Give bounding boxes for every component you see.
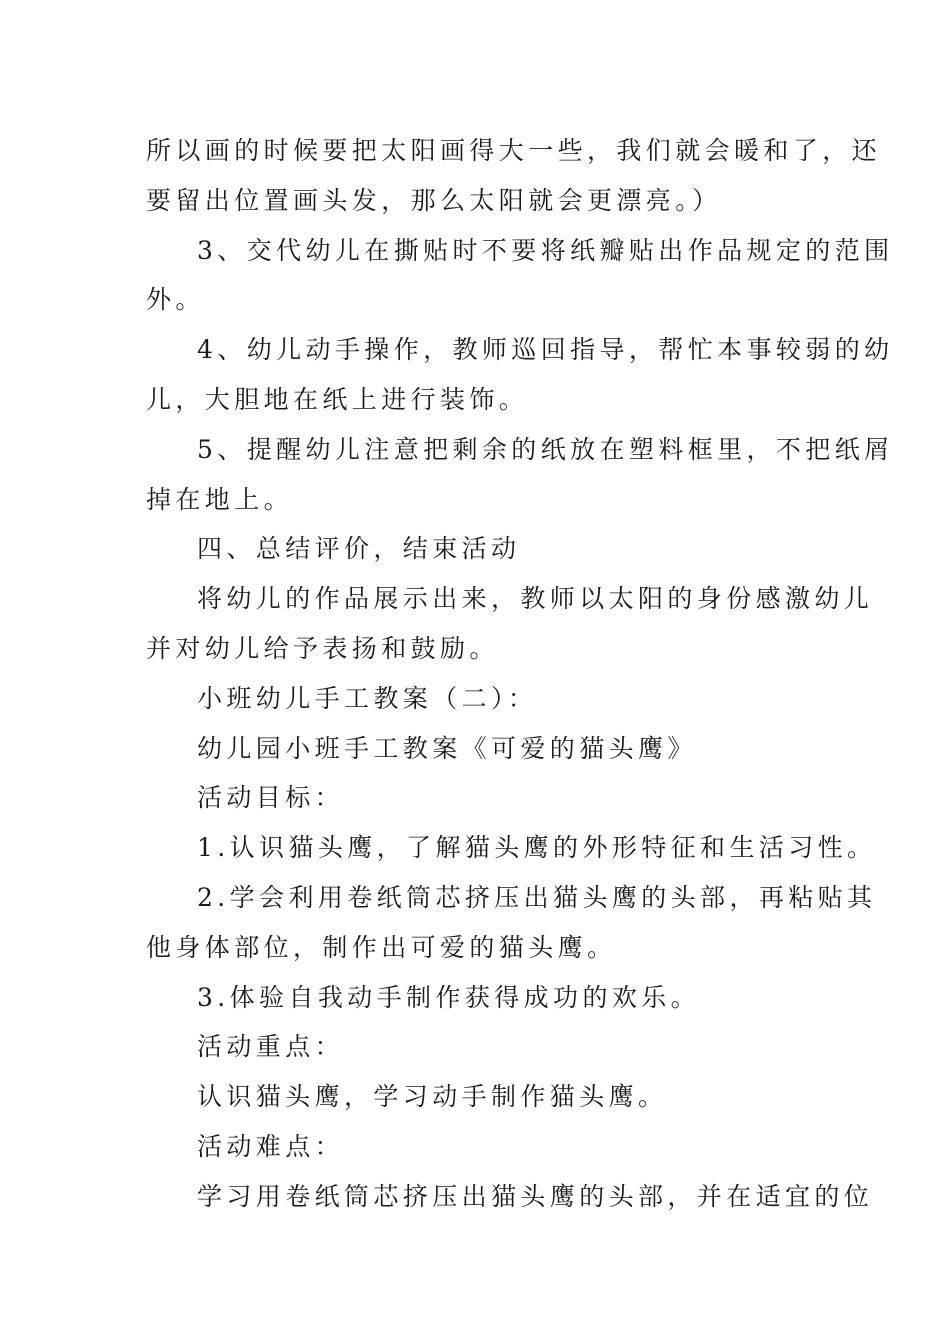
text-line: 儿，大胆地在纸上进行装饰。 [146,384,529,414]
text-line: 外。 [146,285,205,315]
text-line: 1.认识猫头鹰，了解猫头鹰的外形特征和生活习性。 [197,833,877,863]
text-line: 将幼儿的作品展示出来，教师以太阳的身份感激幼儿 [197,584,874,614]
text-line: 认识猫头鹰，学习动手制作猫头鹰。 [197,1082,668,1112]
section-heading: 活动难点： [197,1131,345,1161]
document-body [146,126,894,1222]
text-line: 掉在地上。 [146,484,294,514]
text-line: 并对幼儿给予表扬和鼓励。 [146,633,499,663]
text-line: 3.体验自我动手制作获得成功的欢乐。 [197,982,701,1012]
text-line: 5、提醒幼儿注意把剩余的纸放在塑料框里，不把纸屑 [197,434,894,464]
text-line: 3、交代幼儿在撕贴时不要将纸瓣贴出作品规定的范围 [197,235,894,265]
lesson-title: 幼儿园小班手工教案《可爱的猫头鹰》 [197,733,697,763]
text-line: 所以画的时候要把太阳画得大一些，我们就会暖和了，还 [146,136,882,165]
text-line: 他身体部位，制作出可爱的猫头鹰。 [146,932,617,962]
text-line: 2.学会利用卷纸筒芯挤压出猫头鹰的头部，再粘贴其 [197,882,877,912]
section-heading: 活动重点： [197,1032,345,1062]
text-line: 学习用卷纸筒芯挤压出猫头鹰的头部，并在适宜的位 [197,1181,874,1211]
document-subtitle: 小班幼儿手工教案（二）： [197,683,538,713]
text-line: 要留出位置画头发，那么太阳就会更漂亮。） [146,185,722,215]
text-line: 4、幼儿动手操作，教师巡回指导，帮忙本事较弱的幼 [197,335,894,365]
section-heading: 四、总结评价，结束活动 [197,534,521,564]
section-heading: 活动目标： [197,783,345,813]
